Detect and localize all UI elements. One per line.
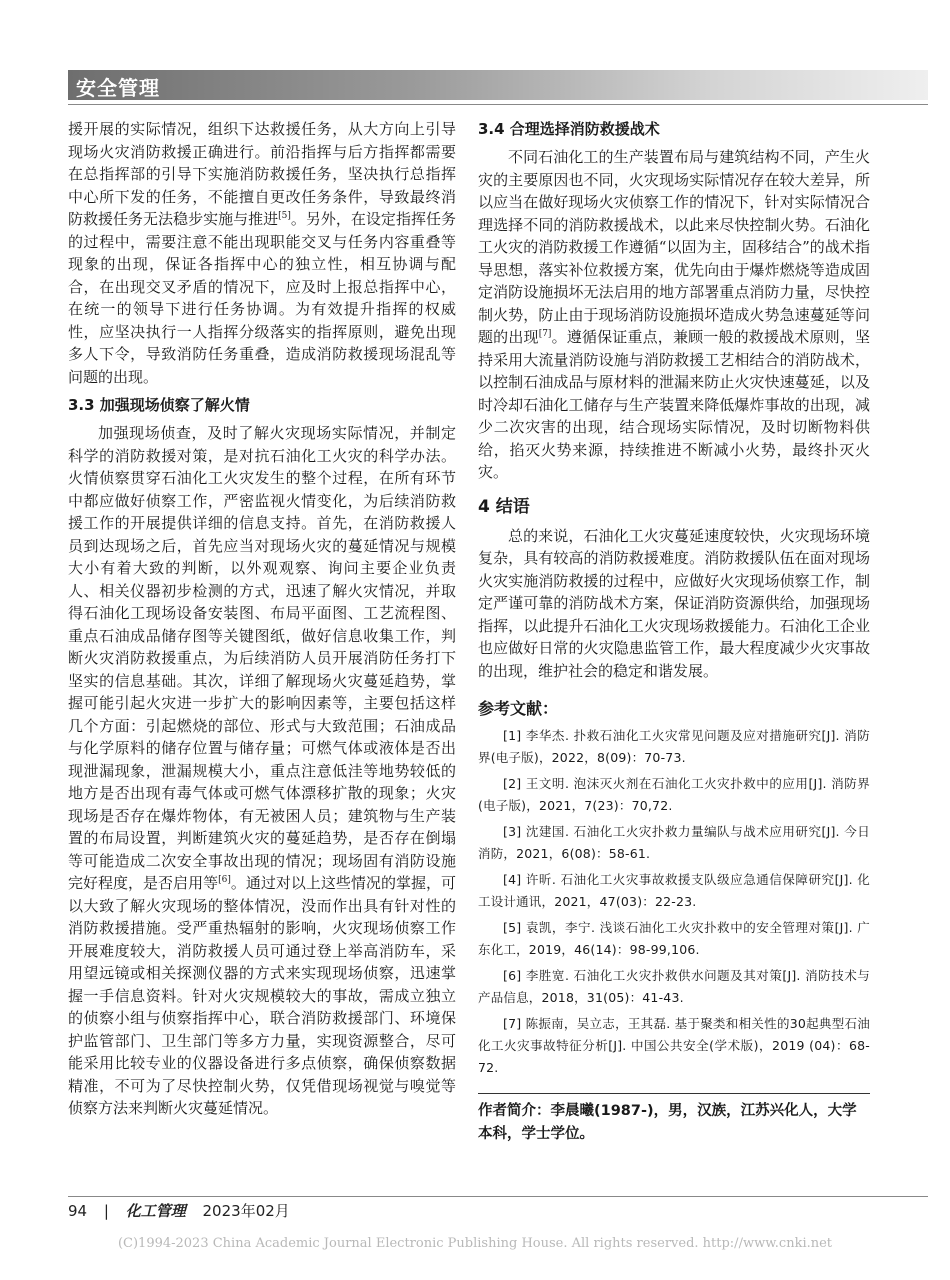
section-4-heading: 4 结语 bbox=[478, 496, 530, 517]
section-3-3-heading: 3.3 加强现场侦察了解火情 bbox=[68, 396, 250, 414]
journal-logo: 化工管理 bbox=[125, 1202, 186, 1220]
page-number: 94 bbox=[68, 1202, 88, 1220]
reference-item: [7] 陈振南，吴立志，王其磊. 基于聚类和相关性的30起典型石油化工火灾事故特征分析[J]. 中国公共安全(学术版)，2019 (04)：68-72. bbox=[478, 1016, 870, 1075]
section-header-band bbox=[68, 70, 928, 100]
references-heading: 参考文献： bbox=[478, 699, 559, 718]
paragraph-3-4: 不同石油化工的生产装置布局与建筑结构不同，产生火灾的主要原因也不同，火灾现场实际情况存在较大差异，所以应当在做好现场火灾侦察工作的情况下，针对实际情况合理选择不同的消防救援战术，以此来尽快控制火势。石油化工火灾的消防救援工作遵循“以固为主，固移结合”的战术指导思想，落实补位救援方案，优先向由于爆炸燃烧等造成固定消防设施损坏无法启用的地方部署重点消防力量，尽快控制火势，防止由于现场消防设施损坏造成火势急速蔓延等问题的出现[7]。遵循保证重点，兼顾一般的救援战术原则，坚持采用大流量消防设施与消防救援工艺相结合的消防战术，以控制石油成品与原材料的泄漏来防止火灾快速蔓延，以及时冷却石油化工储存与生产装置来降低爆炸事故的出现，减少二次灾害的出现，结合现场实际情况，及时切断物料供给，掐灭火势来源，持续推进不断减小火势，最终扑灭火灾。 bbox=[478, 148, 870, 481]
footer-separator: | bbox=[103, 1202, 109, 1220]
reference-list bbox=[478, 725, 870, 1079]
reference-item: [1] 李华杰. 扑救石油化工火灾常见问题及应对措施研究[J]. 消防界(电子版)，2022，8(09)：70-73. bbox=[478, 728, 870, 765]
copyright-watermark: (C)1994-2023 China Academic Journal Electronic Publishing House. All rights reserved. http://www.cnki.net bbox=[117, 1236, 833, 1251]
right-column bbox=[478, 118, 870, 1146]
citation-6[interactable]: [6] bbox=[218, 875, 231, 885]
reference-item: [5] 袁凯，李宁. 浅谈石油化工火灾扑救中的安全管理对策[J]. 广东化工，2019，46(14)：98-99,106. bbox=[478, 920, 870, 957]
citation-7[interactable]: [7] bbox=[538, 329, 552, 339]
citation-5[interactable]: [5] bbox=[278, 211, 291, 221]
reference-item: [2] 王文明. 泡沫灭火剂在石油化工火灾扑救中的应用[J]. 消防界(电子版)，2021，7(23)：70,72. bbox=[478, 776, 870, 813]
header-divider bbox=[68, 104, 928, 105]
paragraph-conclusion: 总的来说，石油化工火灾蔓延速度较快，火灾现场环境复杂，具有较高的消防救援难度。消防救援队伍在面对现场火灾实施消防救援的过程中，应做好火灾现场侦察工作，制定严谨可靠的消防战术方案，保证消防资源供给，加强现场指挥，以此提升石油化工火灾现场救援能力。石油化工企业也应做好日常的火灾隐患监管工作，最大程度减少火灾事故的出现，维护社会的稳定和谐发展。 bbox=[478, 526, 870, 680]
paragraph-3-3: 加强现场侦查，及时了解火灾现场实际情况，并制定科学的消防救援对策，是对抗石油化工火灾的科学办法。火情侦察贯穿石油化工火灾发生的整个过程，在所有环节中都应做好侦察工作，严密监视火情变化，为后续消防救援工作的开展提供详细的信息支持。首先，在消防救援人员到达现场之后，首先应当对现场火灾的蔓延情况与规模大小有着大致的判断，以外观观察、询问主要企业负责人、相关仪器初步检测的方式，迅速了解火灾情况，并取得石油化工现场设备安装图、布局平面图、工艺流程图、重点石油成品储存图等关键图纸，做好信息收集工作，判断火灾消防救援重点，为后续消防人员开展消防任务打下坚实的信息基础。其次，详细了解现场火灾蔓延趋势，掌握可能引起火灾进一步扩大的影响因素等，主要包括这样几个方面：引起燃烧的部位、形式与大致范围；石油成品与化学原料的储存位置与储存量；可燃气体或液体是否出现泄漏现象，泄漏规模大小，重点注意低洼等地势较低的地方是否出现有毒气体或可燃气体漂移扩散的现象；火灾现场是否存在爆炸物体，有无被困人员；建筑物与生产装置的布局设置，判断建筑火灾的蔓延趋势，是否存在倒塌等可能造成二次安全事故出现的情况；现场固有消防设施完好程度，是否启用等[6]。通过对以上这些情况的掌握，可以大致了解火灾现场的整体情况，没而作出具有针对性的消防救援措施。受严重热辐射的影响，火灾现场侦察工作开展难度较大，消防救援人员可通过登上举高消防车，采用望远镜或相关探测仪器的方式来实现现场侦察，迅速掌握一手信息资料。针对火灾规模较大的事故，需成立独立的侦察小组与侦察指挥中心，联合消防救援部门、环境保护监管部门、卫生部门等多方力量，实现资源整合，尽可能采用比较专业的仪器设备进行多点侦察，确保侦察数据精准，不可为了尽快控制火势，仅凭借现场视觉与嗅觉等侦察方法来判断火灾蔓延情况。 bbox=[68, 424, 456, 1117]
section-label: 安全管理 bbox=[76, 76, 160, 100]
reference-item: [6] 李胜宽. 石油化工火灾扑救供水问题及其对策[J]. 消防技术与产品信息，2018，31(05)：41-43. bbox=[478, 968, 870, 1005]
paragraph-continued: 援开展的实际情况，组织下达救援任务，从大方向上引导现场火灾消防救援正确进行。前沿指挥与后方指挥都需要在总指挥部的引导下实施消防救援任务，坚决执行总指挥中心所下发的任务，不能擅自更改任务条件，导致最终消防救援任务无法稳步实施与推进[5]。另外，在设定指挥任务的过程中，需要注意不能出现职能交叉与任务内容重叠等现象的出现，保证各指挥中心的独立性，相互协调与配合，在出现交叉矛盾的情况下，应及时上报总指挥中心，在统一的领导下进行任务协调。为有效提升指挥的权威性，应坚决执行一人指挥分级落实的指挥原则，避免出现多人下令，导致消防任务重叠，造成消防救援现场混乱等问题的出现。 bbox=[68, 120, 456, 386]
author-bio: 作者简介：李晨曦(1987-)，男，汉族，江苏兴化人，大学本科，学士学位。 bbox=[478, 1103, 857, 1142]
issue-date: 2023年02月 bbox=[202, 1202, 290, 1220]
author-divider bbox=[478, 1093, 870, 1094]
page-footer bbox=[68, 1200, 302, 1224]
section-3-4-heading: 3.4 合理选择消防救援战术 bbox=[478, 120, 660, 138]
reference-item: [3] 沈建国. 石油化工火灾扑救力量编队与战术应用研究[J]. 今日消防，2021，6(08)：58-61. bbox=[478, 824, 870, 861]
left-column bbox=[68, 118, 456, 1120]
reference-item: [4] 许昕. 石油化工火灾事故救援支队级应急通信保障研究[J]. 化工设计通讯，2021，47(03)：22-23. bbox=[478, 872, 870, 909]
footer-divider bbox=[68, 1196, 928, 1197]
